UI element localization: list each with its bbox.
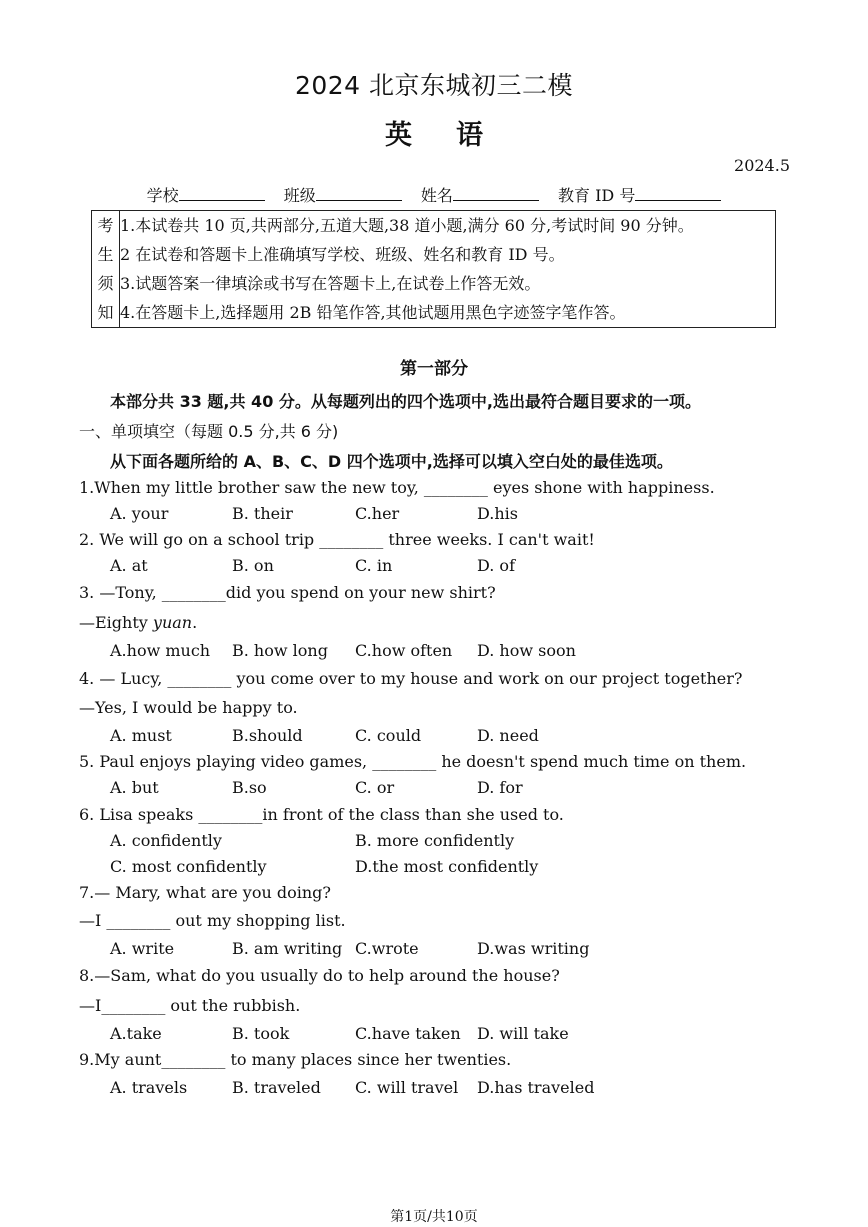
option-a[interactable]: A. at xyxy=(110,556,148,575)
option-a[interactable]: A. write xyxy=(110,939,175,958)
option-b[interactable]: B. am writing xyxy=(232,939,343,958)
student-info-row xyxy=(0,183,868,206)
option-d[interactable]: D. how soon xyxy=(477,641,576,660)
option-b[interactable]: B. on xyxy=(232,556,274,575)
question-6: 6. Lisa speaks ________in front of the class than she used to. xyxy=(79,805,564,824)
notice-item: 2 在试卷和答题卡上准确填写学校、班级、姓名和教育 ID 号。 xyxy=(120,245,565,264)
subject-title: 英语 xyxy=(385,120,527,151)
school-field[interactable] xyxy=(147,183,265,206)
option-c[interactable]: C.wrote xyxy=(355,939,419,958)
option-a[interactable]: A. but xyxy=(110,778,159,797)
school-blank[interactable] xyxy=(179,186,265,201)
notice-side-char: 考 xyxy=(97,216,114,235)
notice-item: 3.试题答案一律填涂或书写在答题卡上,在试卷上作答无效。 xyxy=(120,274,541,293)
part-one-title: 第一部分 xyxy=(400,359,468,379)
question-7-reply: —I ________ out my shopping list. xyxy=(79,911,346,930)
question-7: 7.— Mary, what are you doing? xyxy=(79,883,331,902)
notice-item: 4.在答题卡上,选择题用 2B 铅笔作答,其他试题用黑色字迹签字笔作答。 xyxy=(120,303,626,322)
option-b[interactable]: B. more confidently xyxy=(355,831,515,850)
class-blank[interactable] xyxy=(316,186,402,201)
notice-side-char: 知 xyxy=(97,303,114,322)
name-blank[interactable] xyxy=(453,186,539,201)
option-d[interactable]: D. will take xyxy=(477,1024,569,1043)
exam-date: 2024.5 xyxy=(734,156,790,175)
question-3-reply xyxy=(79,613,197,632)
option-a[interactable]: A. confidently xyxy=(110,831,222,850)
name-label: 姓名 xyxy=(420,186,453,205)
notice-side-char: 须 xyxy=(97,274,114,293)
question-3: 3. —Tony, ________did you spend on your new shirt? xyxy=(79,583,496,602)
class-field[interactable] xyxy=(284,183,402,206)
option-b[interactable]: B.should xyxy=(232,726,303,745)
page-title: 2024 北京东城初三二模 xyxy=(294,71,574,100)
notice-side-char: 生 xyxy=(97,245,114,264)
education-id-blank[interactable] xyxy=(635,186,721,201)
reply-italic-word: yuan xyxy=(152,613,193,632)
option-a[interactable]: A. must xyxy=(110,726,172,745)
question-9: 9.My aunt________ to many places since her twenties. xyxy=(79,1050,512,1069)
notice-items xyxy=(120,211,694,327)
question-4: 4. — Lucy, ________ you come over to my house and work on our project together? xyxy=(79,669,743,688)
option-d[interactable]: D. for xyxy=(477,778,523,797)
part-one-intro: 本部分共 33 题,共 40 分。从每题列出的四个选项中,选出最符合题目要求的一项。 xyxy=(110,392,701,411)
option-c[interactable]: C.her xyxy=(355,504,400,523)
question-5: 5. Paul enjoys playing video games, ________ he doesn't spend much time on them. xyxy=(79,752,747,771)
education-id-field[interactable] xyxy=(558,183,721,206)
question-4-reply: —Yes, I would be happy to. xyxy=(79,698,298,717)
education-id-label: 教育 ID 号 xyxy=(558,186,636,205)
option-c[interactable]: C. most confidently xyxy=(110,857,267,876)
section-title: 一、单项填空（每题 0.5 分,共 6 分) xyxy=(79,422,339,441)
reply-text: —Eighty xyxy=(79,613,153,632)
option-a[interactable]: A.take xyxy=(110,1024,162,1043)
page-number-footer: 第1页/共10页 xyxy=(390,1209,478,1225)
notice-item: 1.本试卷共 10 页,共两部分,五道大题,38 道小题,满分 60 分,考试时间 90 分钟。 xyxy=(120,216,694,235)
reply-punctuation: . xyxy=(192,613,198,632)
option-c[interactable]: C. in xyxy=(355,556,393,575)
option-d[interactable]: D. need xyxy=(477,726,539,745)
option-a[interactable]: A.how much xyxy=(110,641,211,660)
option-c[interactable]: C. will travel xyxy=(355,1078,459,1097)
option-b[interactable]: B. took xyxy=(232,1024,290,1043)
option-c[interactable]: C. or xyxy=(355,778,395,797)
option-c[interactable]: C.how often xyxy=(355,641,453,660)
option-a[interactable]: A. your xyxy=(110,504,169,523)
notice-side-label xyxy=(92,211,120,327)
class-label: 班级 xyxy=(283,186,316,205)
name-field[interactable] xyxy=(421,183,539,206)
option-d[interactable]: D.has traveled xyxy=(477,1078,595,1097)
option-d[interactable]: D.his xyxy=(477,504,518,523)
option-c[interactable]: C.have taken xyxy=(355,1024,461,1043)
exam-notice-box xyxy=(91,210,776,328)
question-1: 1.When my little brother saw the new toy, ________ eyes shone with happiness. xyxy=(79,478,715,497)
option-b[interactable]: B. traveled xyxy=(232,1078,321,1097)
option-b[interactable]: B. their xyxy=(232,504,293,523)
question-2: 2. We will go on a school trip ________ three weeks. I can't wait! xyxy=(79,530,595,549)
option-b[interactable]: B.so xyxy=(232,778,267,797)
option-d[interactable]: D. of xyxy=(477,556,515,575)
option-b[interactable]: B. how long xyxy=(232,641,328,660)
option-d[interactable]: D.was writing xyxy=(477,939,590,958)
section-instruction: 从下面各题所给的 A、B、C、D 四个选项中,选择可以填入空白处的最佳选项。 xyxy=(110,452,673,471)
option-a[interactable]: A. travels xyxy=(110,1078,188,1097)
option-c[interactable]: C. could xyxy=(355,726,422,745)
school-label: 学校 xyxy=(146,186,179,205)
option-d[interactable]: D.the most confidently xyxy=(355,857,539,876)
question-8-reply: —I________ out the rubbish. xyxy=(79,996,301,1015)
question-8: 8.—Sam, what do you usually do to help around the house? xyxy=(79,966,560,985)
